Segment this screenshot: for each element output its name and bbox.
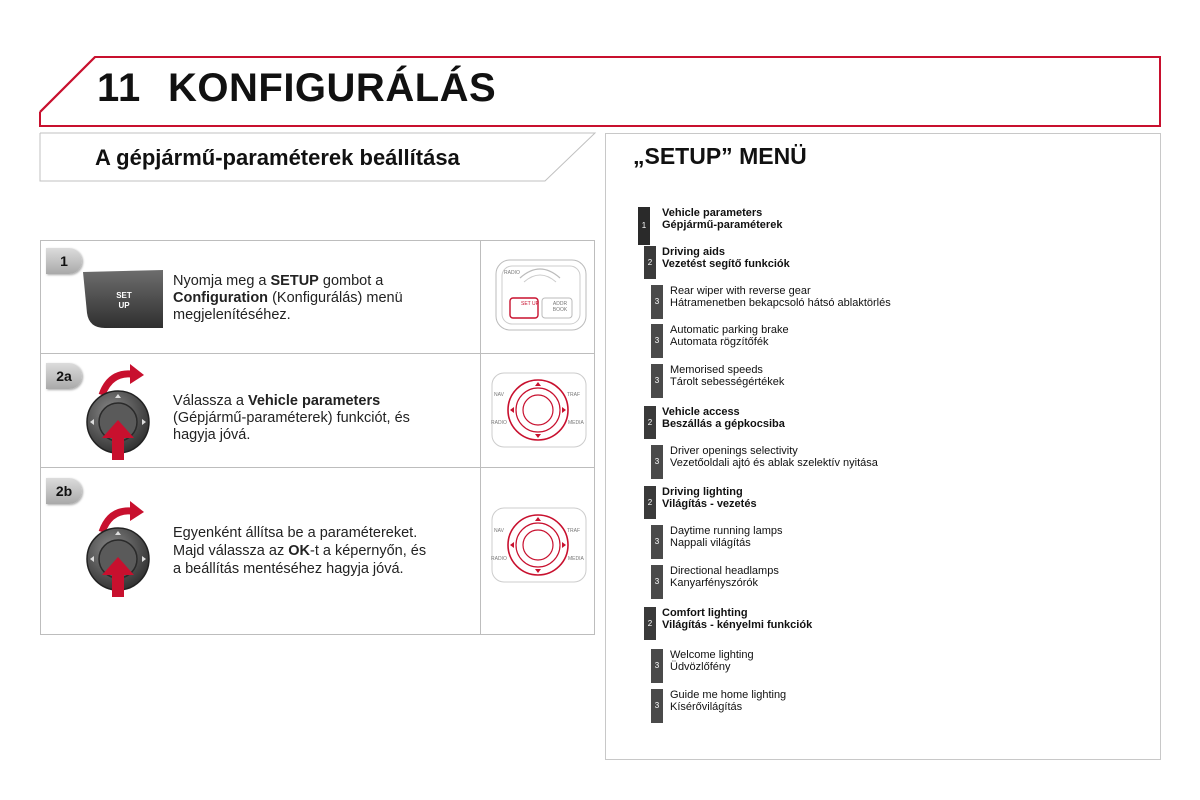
level-indicator: 2	[644, 486, 656, 519]
menu-item-label-en: Guide me home lighting	[670, 689, 787, 701]
menu-item-label-hu: Automata rögzítőfék	[670, 336, 769, 348]
text-bold: Configuration	[173, 290, 269, 306]
chapter-number: 11	[97, 66, 142, 110]
text-part: (Gépjármű-paraméterek) funkciót, és	[173, 410, 410, 426]
level-indicator: 2	[644, 406, 656, 439]
level-indicator: 1	[638, 207, 650, 245]
text-part: Nyomja meg a	[173, 273, 271, 289]
menu-item-label-hu: Világítás - vezetés	[662, 498, 757, 510]
text-part: a beállítás mentéséhez hagyja jóvá.	[173, 561, 404, 577]
text-part: (Konfigurálás) menü	[268, 290, 403, 306]
menu-item-label-en: Memorised speeds	[670, 364, 763, 376]
menu-item-label-en: Driving aids	[662, 246, 725, 258]
menu-item-label-en: Driver openings selectivity	[670, 445, 798, 457]
menu-item-label-en: Vehicle access	[662, 406, 740, 418]
menu-item-label-en: Automatic parking brake	[670, 324, 789, 336]
menu-item-label-hu: Nappali világítás	[670, 537, 751, 549]
level-indicator: 3	[651, 649, 663, 683]
setup-button-label-line2: UP	[118, 301, 130, 310]
panel-label-radio: RADIO	[491, 420, 507, 426]
menu-title: „SETUP” MENÜ	[633, 143, 807, 169]
text-bold: Vehicle parameters	[247, 393, 381, 409]
level-indicator: 3	[651, 525, 663, 559]
menu-item-label-en: Driving lighting	[662, 486, 743, 498]
level-indicator: 3	[651, 364, 663, 398]
panel-label-addrbook: ADDR BOOK	[552, 301, 568, 313]
menu-item-label-hu: Vezetőoldali ajtó és ablak szelektív nyitása	[670, 457, 878, 469]
panel-label-traf: TRAF	[567, 528, 581, 534]
text-bold: SETUP	[270, 273, 319, 289]
text-part: hagyja jóvá.	[173, 427, 251, 443]
menu-item-label-hu: Üdvözlőfény	[670, 661, 731, 673]
level-indicator: 3	[651, 445, 663, 479]
level-indicator: 3	[651, 689, 663, 723]
menu-item-label-en: Rear wiper with reverse gear	[670, 285, 811, 297]
menu-item-label-hu: Kísérővilágítás	[670, 701, 743, 713]
menu-item-label-hu: Kanyarfényszórók	[670, 577, 759, 589]
panel-label-media: MEDIA	[568, 556, 584, 562]
panel-label-radio: RADIO	[504, 270, 520, 276]
section-title: A gépjármű-paraméterek beállítása	[95, 145, 460, 170]
panel-label-nav: NAV	[494, 392, 504, 398]
panel-label-setup: SET UP	[521, 301, 539, 307]
text-part: Egyenként állítsa be a paramétereket.	[173, 525, 418, 541]
text-part: megjelenítéséhez.	[173, 307, 291, 323]
level-indicator: 3	[651, 565, 663, 599]
text-part: gombot a	[318, 273, 384, 289]
level-indicator: 3	[651, 285, 663, 319]
panel-label-nav: NAV	[494, 528, 504, 534]
step-badge-1: 1	[46, 248, 82, 274]
menu-item-label-hu: Beszállás a gépkocsiba	[662, 418, 785, 430]
text-bold: OK	[288, 543, 310, 559]
menu-item-label-en: Welcome lighting	[670, 649, 754, 661]
panel-label-traf: TRAF	[567, 392, 581, 398]
menu-item-label-hu: Világítás - kényelmi funkciók	[662, 619, 813, 631]
setup-button-label-line1: SET	[116, 291, 132, 300]
level-indicator: 2	[644, 607, 656, 640]
menu-item-label-en: Vehicle parameters	[662, 207, 763, 219]
menu-item-label-en: Comfort lighting	[662, 607, 748, 619]
step-badge-2b: 2b	[46, 478, 82, 504]
text-part: Válassza a	[173, 393, 248, 409]
level-indicator: 2	[644, 246, 656, 279]
menu-item-label-en: Daytime running lamps	[670, 525, 783, 537]
menu-item-label-hu: Gépjármű-paraméterek	[662, 219, 783, 231]
text-part: Majd válassza az	[173, 543, 289, 559]
level-indicator: 3	[651, 324, 663, 358]
text-part: -t a képernyőn, és	[310, 543, 427, 559]
chapter-title: KONFIGURÁLÁS	[168, 66, 497, 110]
menu-item-label-en: Directional headlamps	[670, 565, 779, 577]
panel-label-radio: RADIO	[491, 556, 507, 562]
panel-label-media: MEDIA	[568, 420, 584, 426]
menu-item-label-hu: Hátramenetben bekapcsoló hátsó ablaktörlés	[670, 297, 891, 309]
step-badge-2a: 2a	[46, 363, 82, 389]
menu-item-label-hu: Vezetést segítő funkciók	[662, 258, 790, 270]
menu-item-label-hu: Tárolt sebességértékek	[670, 376, 785, 388]
